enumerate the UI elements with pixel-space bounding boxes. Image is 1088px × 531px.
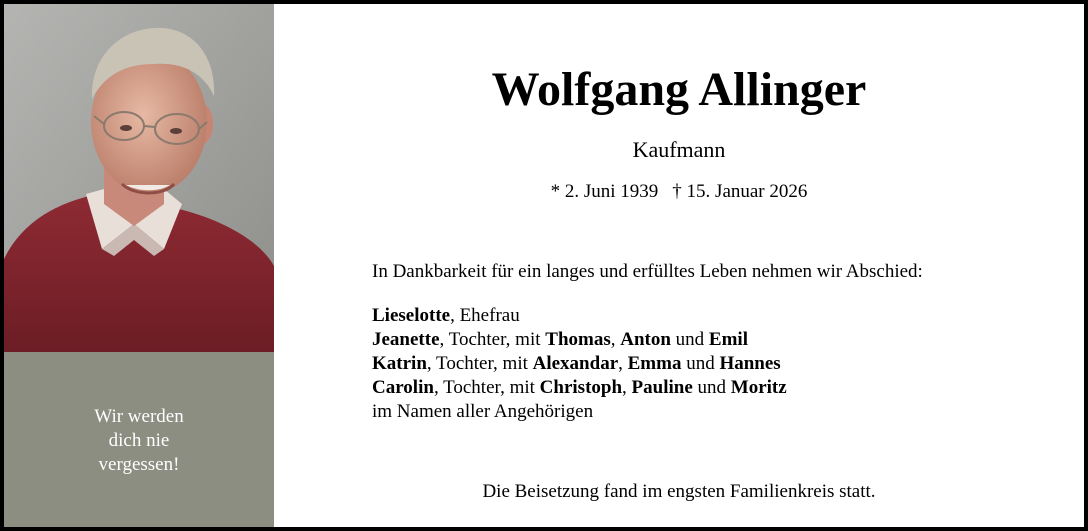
mourner-name: Emil [708,329,748,350]
mourner-name: Christoph [539,377,623,398]
birth-date: * 2. Juni 1939 [550,181,659,202]
notice-content [274,4,1084,527]
mourner-name: Moritz [730,377,787,398]
mourner-name: Alexandar [532,353,619,374]
mourner-text: , Tochter, mit [439,329,546,350]
mourner-name: Pauline [631,377,693,398]
mourners-list [372,304,787,424]
death-date: † 15. Januar 2026 [672,181,808,202]
life-dates [274,180,1084,204]
quote-line: vergessen! [98,454,180,475]
quote-line: dich nie [108,430,170,451]
deceased-name: Wolfgang Allinger [491,63,867,116]
mourner-text: , Tochter, mit [426,353,533,374]
mourner-row [372,304,787,328]
mourner-row [372,376,787,400]
mourner-text: , Ehefrau [450,305,520,326]
mourner-row [372,328,787,352]
mourner-name: Emma [627,353,682,374]
mourner-row [372,400,787,424]
mourner-text: und [681,353,720,374]
mourner-row [372,352,787,376]
mourner-text: , Tochter, mit [433,377,540,398]
mourner-name: Katrin [372,353,427,374]
mourner-name: Thomas [545,329,611,350]
mourner-name: Anton [620,329,671,350]
mourner-text: im Namen aller Angehörigen [372,401,594,422]
memorial-quote [4,352,274,527]
mourner-name: Carolin [372,377,434,398]
mourner-text: , [622,377,632,398]
mourner-name: Hannes [719,353,781,374]
farewell-intro: In Dankbarkeit für ein langes und erfülltes Leben nehmen wir Abschied: [372,261,923,282]
quote-line: Wir werden [94,406,184,427]
mourner-text: , [618,353,628,374]
profession: Kaufmann [632,137,726,162]
mourner-name: Jeanette [372,329,440,350]
portrait-illustration [4,4,274,352]
mourner-text: und [692,377,731,398]
portrait-photo [4,4,274,352]
mourner-name: Lieselotte [372,305,451,326]
burial-note: Die Beisetzung fand im engsten Familienkreis statt. [482,481,876,502]
mourner-text: , [610,329,621,350]
left-panel [4,4,274,527]
mourner-text: und [670,329,709,350]
